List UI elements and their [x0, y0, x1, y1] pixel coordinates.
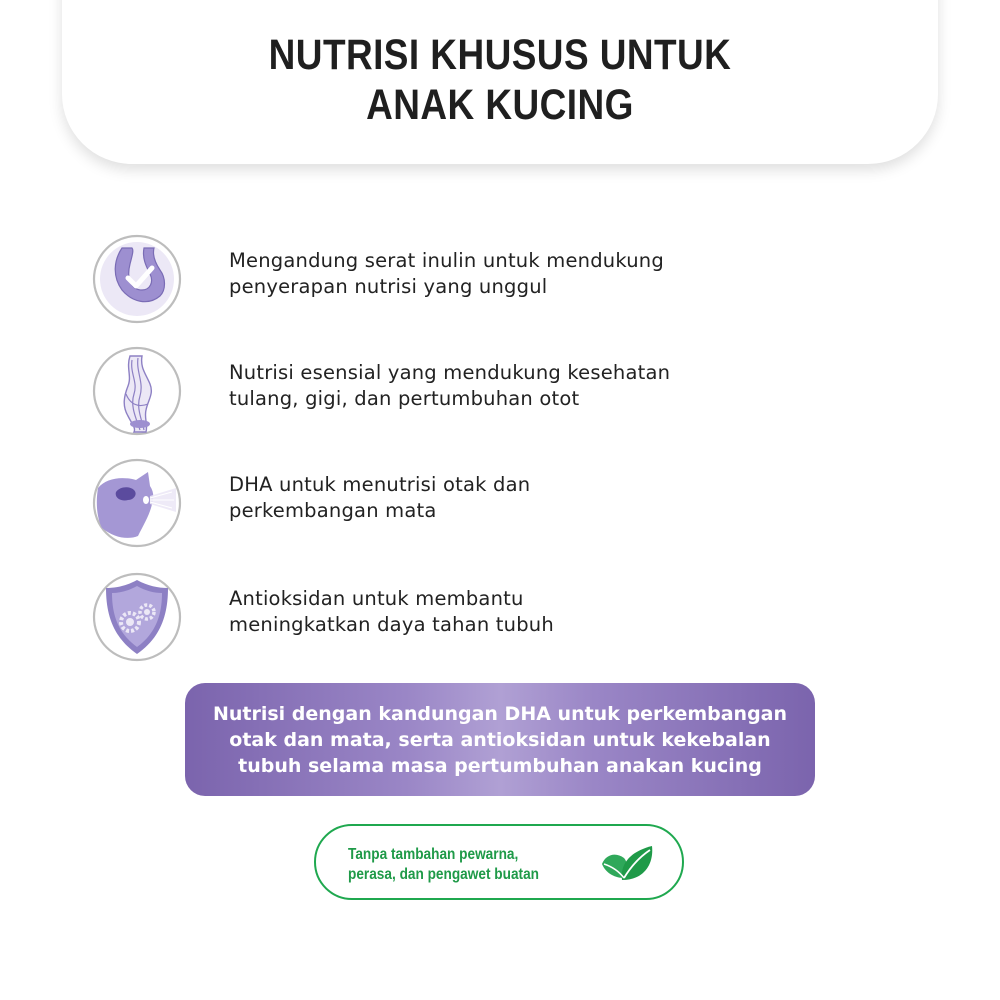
leaf-icon	[598, 842, 656, 886]
feature-text-antioxidant	[229, 586, 554, 638]
page-title	[70, 30, 930, 130]
feature-text-line: meningkatkan daya tahan tubuh	[229, 613, 554, 636]
feature-item-fiber	[92, 234, 912, 326]
badge-text-line: Tanpa tambahan pewarna,	[348, 846, 519, 863]
digestion-check-icon	[92, 234, 182, 324]
no-additives-badge	[314, 824, 684, 900]
badge-text-line: perasa, dan pengawet buatan	[348, 866, 540, 883]
shield-gears-icon	[92, 572, 182, 662]
feature-text-line: penyerapan nutrisi yang unggul	[229, 275, 548, 298]
feature-item-bone	[92, 346, 912, 438]
cat-brain-eye-icon	[92, 458, 182, 548]
page-title-line-2: ANAK KUCING	[366, 81, 634, 129]
feature-text-line: Antioksidan untuk membantu	[229, 587, 524, 610]
feature-text-line: Nutrisi esensial yang mendukung kesehatan	[229, 361, 671, 384]
feature-text-dha	[229, 472, 530, 524]
banner-text-line: Nutrisi dengan kandungan DHA untuk perkembangan	[212, 702, 788, 725]
feature-text-line: DHA untuk menutrisi otak dan	[229, 473, 531, 496]
feature-text-fiber	[229, 248, 664, 300]
dha-highlight-banner	[185, 683, 815, 796]
feature-item-antioxidant	[92, 572, 912, 664]
feature-text-line: perkembangan mata	[229, 499, 437, 522]
banner-text-line: tubuh selama masa pertumbuhan anakan kucing	[238, 754, 762, 777]
feature-item-dha	[92, 458, 912, 550]
badge-text	[348, 845, 539, 885]
feature-text-bone	[229, 360, 670, 412]
page-title-line-1: NUTRISI KHUSUS UNTUK	[268, 31, 732, 79]
banner-text-line: otak dan mata, serta antioksidan untuk kekebalan	[229, 728, 771, 751]
banner-text	[213, 701, 787, 779]
feature-text-line: tulang, gigi, dan pertumbuhan otot	[229, 387, 580, 410]
feature-text-line: Mengandung serat inulin untuk mendukung	[229, 249, 664, 272]
bone-muscle-icon	[92, 346, 182, 436]
